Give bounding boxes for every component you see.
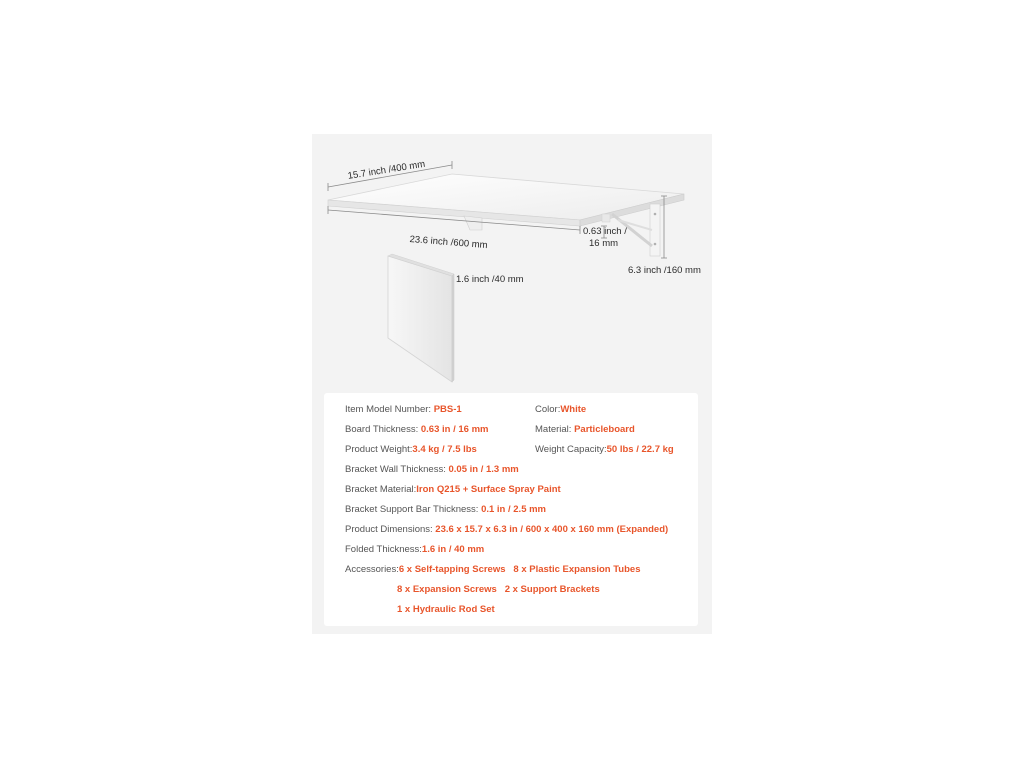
- spec-accessories: Accessories:6 x Self-tapping Screws 8 x Plastic Expansion Tubes: [345, 564, 641, 575]
- board-thickness-label-line1: 0.63 inch /: [583, 226, 627, 237]
- width-dimension-label: 23.6 inch /600 mm: [409, 234, 488, 252]
- spec-accessories-line3: 1 x Hydraulic Rod Set: [397, 604, 495, 615]
- board-thickness-label-line2: 16 mm: [589, 238, 619, 249]
- spec-material: Material: Particleboard: [535, 424, 635, 435]
- spec-color: Color:White: [535, 404, 587, 415]
- product-card: [312, 134, 712, 634]
- spec-product-weight: Product Weight:3.4 kg / 7.5 lbs: [345, 444, 477, 455]
- spec-folded-thickness: Folded Thickness:1.6 in / 40 mm: [345, 544, 485, 555]
- spec-support-bar-thickness: Bracket Support Bar Thickness: 0.1 in / 2.5 mm: [345, 504, 547, 515]
- specs-panel: [324, 393, 698, 626]
- spec-weight-capacity: Weight Capacity:50 lbs / 22.7 kg: [535, 444, 674, 455]
- bracket-left: [464, 216, 482, 230]
- spec-model: Item Model Number: PBS-1: [345, 404, 462, 415]
- table-top: [328, 174, 684, 226]
- spec-board-thickness: Board Thickness: 0.63 in / 16 mm: [345, 424, 489, 435]
- spec-product-dimensions: Product Dimensions: 23.6 x 15.7 x 6.3 in / 600 x 400 x 160 mm (Expanded): [345, 524, 669, 535]
- spec-bracket-wall-thickness: Bracket Wall Thickness: 0.05 in / 1.3 mm: [345, 464, 519, 475]
- spec-bracket-material: Bracket Material:Iron Q215 + Surface Spray Paint: [345, 484, 561, 495]
- depth-dimension-label: 15.7 inch /400 mm: [347, 158, 426, 182]
- spec-accessories-line2: 8 x Expansion Screws 2 x Support Brackets: [397, 584, 600, 595]
- folded-table: [388, 254, 454, 382]
- folded-thickness-label: 1.6 inch /40 mm: [456, 274, 524, 285]
- height-dimension-label: 6.3 inch /160 mm: [628, 265, 701, 276]
